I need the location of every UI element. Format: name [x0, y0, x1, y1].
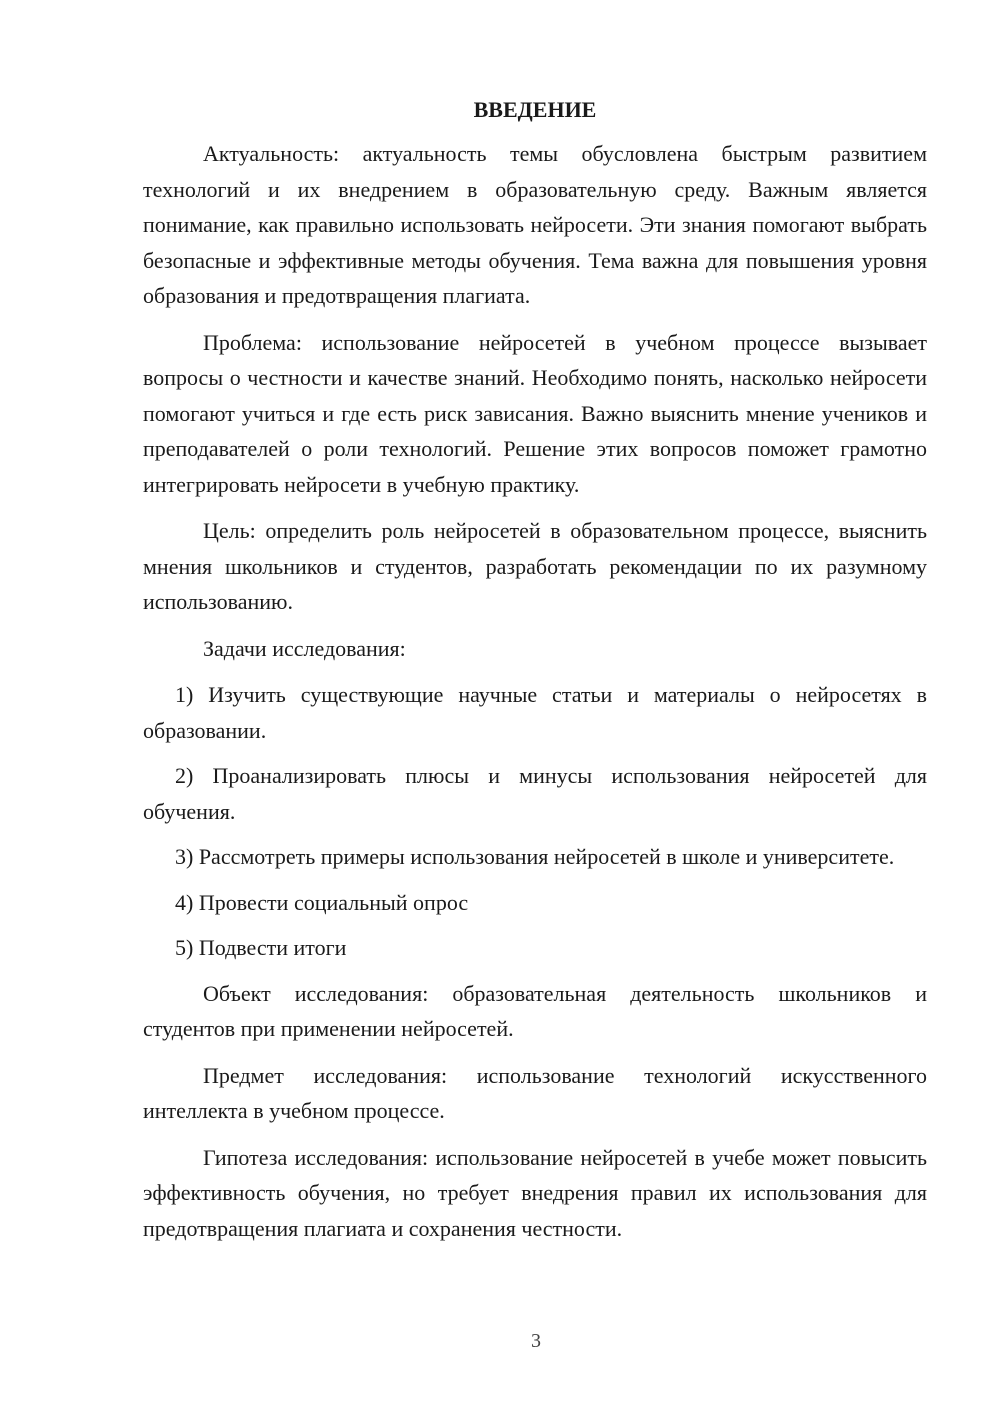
task-item-2: 2) Проанализировать плюсы и минусы использования нейросетей для обучения.: [143, 763, 927, 824]
paragraph-object: Объект исследования: образовательная деятельность школьников и студентов при применении нейросетей.: [143, 980, 927, 1041]
task-item-5: 5) Подвести итоги: [175, 935, 347, 960]
section-title: ВВЕДЕНИЕ: [473, 97, 597, 122]
paragraph-subject: Предмет исследования: использование технологий искусственного интеллекта в учебном процессе.: [143, 1062, 927, 1123]
paragraph-relevance: Актуальность: актуальность темы обусловлена быстрым развитием технологий и их внедрением в образовательную среду. Важным является понимание, как правильно использовать нейросети. Эти знания помогают выбрать безопасные и эффективные методы обучения. Тема важна для повышения уровня образования и предотвращения плагиата.: [143, 141, 927, 308]
task-item-4: 4) Провести социальный опрос: [175, 889, 469, 915]
paragraph-tasks-heading: Задачи исследования:: [203, 635, 406, 661]
paragraph-problem: Проблема: использование нейросетей в учебном процессе вызывает вопросы о честности и качестве знаний. Необходимо понять, насколько нейросети помогают учиться и где есть риск зависания. Важно выяснить мнение учеников и преподавателей о роли технологий. Решение этих вопросов поможет грамотно интегрировать нейросети в учебную практику.: [143, 329, 927, 497]
page-number: 3: [531, 1330, 541, 1352]
document-page: [143, 92, 927, 1257]
paragraph-hypothesis: Гипотеза исследования: использование нейросетей в учебе может повысить эффективность обучения, но требует внедрения правил их использования для предотвращения плагиата и сохранения честности.: [143, 1144, 927, 1241]
task-item-3: 3) Рассмотреть примеры использования нейросетей в школе и университете.: [175, 844, 895, 869]
paragraph-goal: Цель: определить роль нейросетей в образовательном процессе, выяснить мнения школьников и студентов, разработать рекомендации по их разумному использованию.: [143, 518, 927, 614]
task-item-1: 1) Изучить существующие научные статьи и материалы о нейросетях в образовании.: [143, 682, 927, 743]
